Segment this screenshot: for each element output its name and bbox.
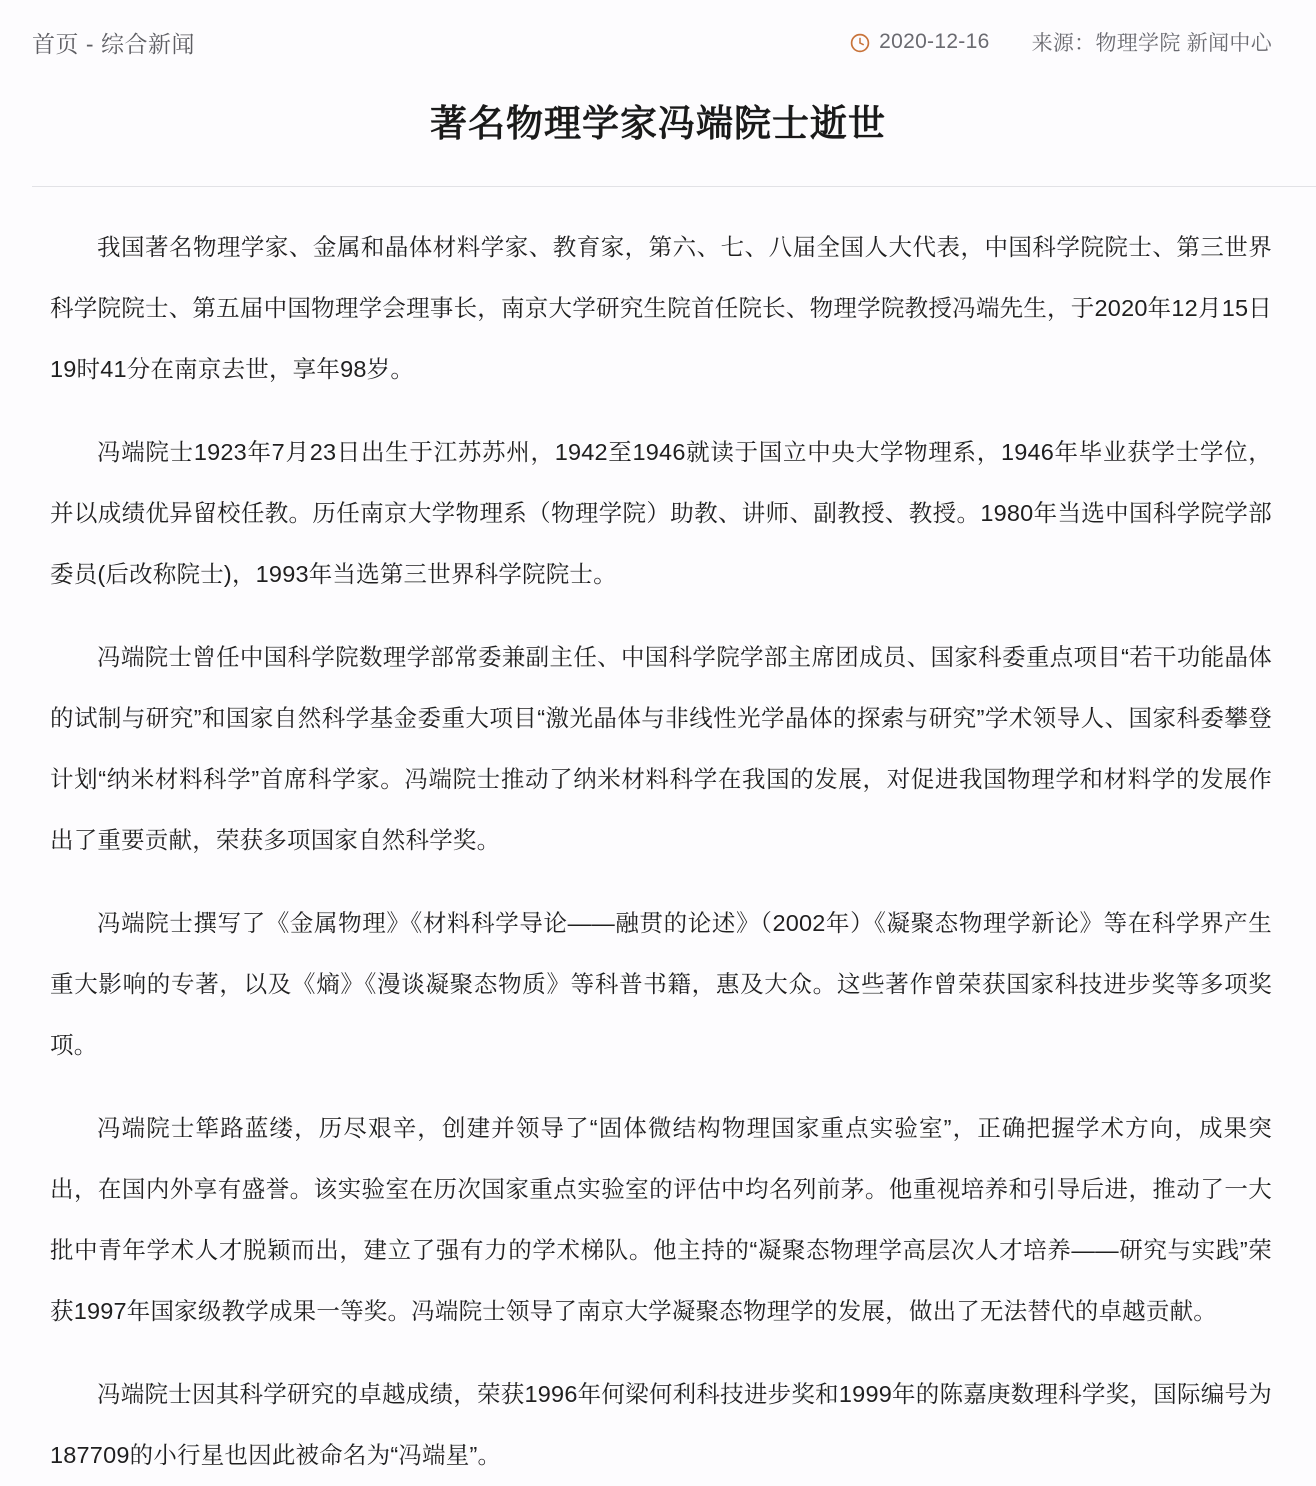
article-body [0, 187, 1316, 1486]
breadcrumb[interactable]: 首页 - 综合新闻 [32, 30, 195, 57]
publish-date-group [850, 30, 989, 54]
article-meta [850, 27, 1272, 57]
article-paragraph: 冯端院士撰写了《金属物理》《材料科学导论——融贯的论述》（2002年）《凝聚态物理学新论》等在科学界产生重大影响的专著，以及《熵》《漫谈凝聚态物质》等科普书籍，惠及大众。这些著作曾荣获国家科技进步奖等多项奖项。 [50, 910, 1272, 1059]
article-paragraph: 冯端院士筚路蓝缕，历尽艰辛，创建并领导了“固体微结构物理国家重点实验室”，正确把握学术方向，成果突出，在国内外享有盛誉。该实验室在历次国家重点实验室的评估中均名列前茅。他重视培养和引导后进，推动了一大批中青年学术人才脱颖而出，建立了强有力的学术梯队。他主持的“凝聚态物理学高层次人才培养——研究与实践”荣获1997年国家级教学成果一等奖。冯端院士领导了南京大学凝聚态物理学的发展，做出了无法替代的卓越贡献。 [50, 1115, 1272, 1325]
title-section [0, 84, 1316, 148]
article-paragraph: 我国著名物理学家、金属和晶体材料学家、教育家，第六、七、八届全国人大代表，中国科学院院士、第三世界科学院院士、第五届中国物理学会理事长，南京大学研究生院首任院长、物理学院教授冯端先生，于2020年12月15日19时41分在南京去世，享年98岁。 [50, 234, 1272, 383]
article-paragraph: 冯端院士因其科学研究的卓越成绩，荣获1996年何梁何利科技进步奖和1999年的陈嘉庚数理科学奖，国际编号为187709的小行星也因此被命名为“冯端星”。 [50, 1381, 1272, 1469]
publish-date: 2020-12-16 [879, 30, 990, 53]
page-title: 著名物理学家冯端院士逝世 [430, 103, 886, 144]
article-source: 来源：物理学院 新闻中心 [1031, 32, 1272, 55]
clock-icon [850, 33, 870, 53]
page-header [0, 0, 1316, 84]
article-paragraph: 冯端院士曾任中国科学院数理学部常委兼副主任、中国科学院学部主席团成员、国家科委重点项目“若干功能晶体的试制与研究”和国家自然科学基金委重大项目“激光晶体与非线性光学晶体的探索与研究”学术领导人、国家科委攀登计划“纳米材料科学”首席科学家。冯端院士推动了纳米材料科学在我国的发展，对促进我国物理学和材料学的发展作出了重要贡献，荣获多项国家自然科学奖。 [50, 644, 1272, 854]
article-paragraph: 冯端院士1923年7月23日出生于江苏苏州，1942至1946就读于国立中央大学物理系，1946年毕业获学士学位，并以成绩优异留校任教。历任南京大学物理系（物理学院）助教、讲师、副教授、教授。1980年当选中国科学院学部委员(后改称院士)，1993年当选第三世界科学院院士。 [50, 439, 1272, 588]
